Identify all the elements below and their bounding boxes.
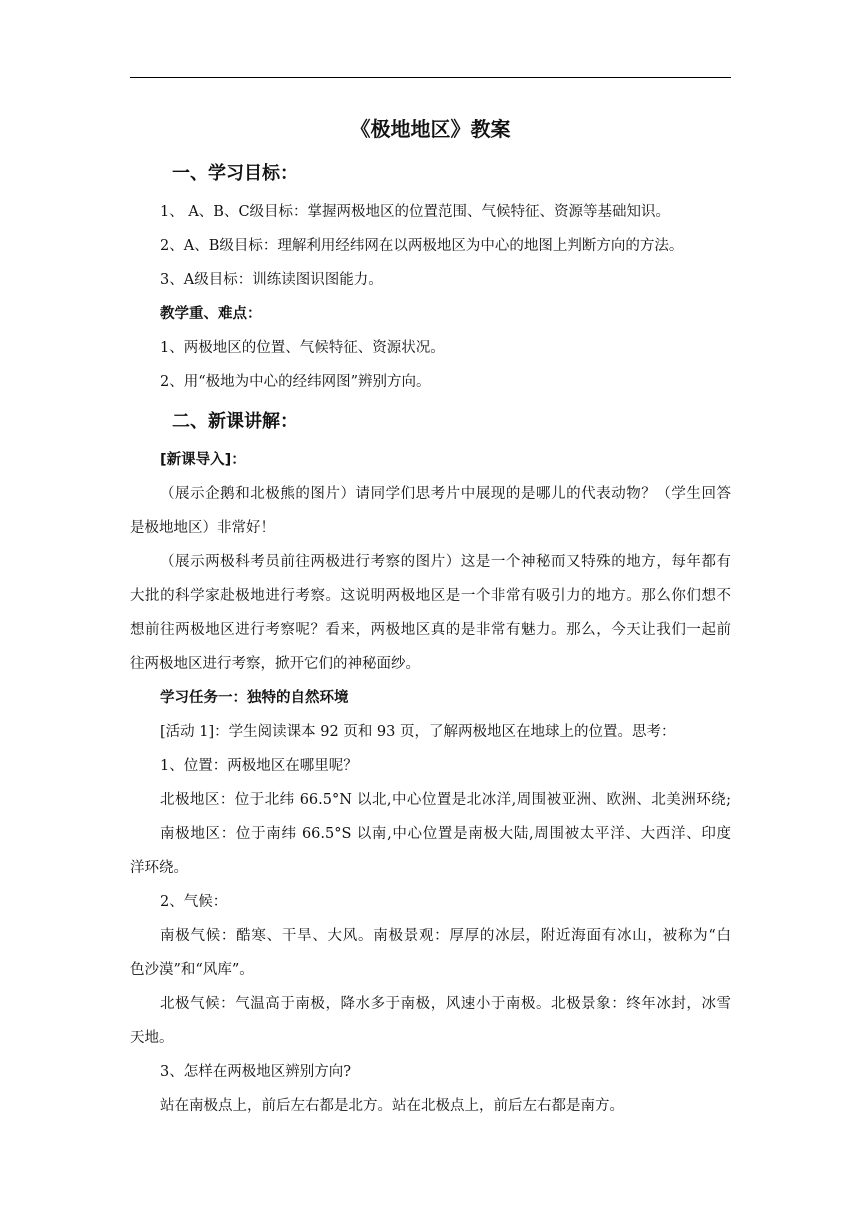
key-points-heading: 教学重、难点： [160, 306, 262, 322]
section2-heading: 二、新课讲解： [172, 411, 298, 432]
goal-3: 3、A级目标：训练读图识图能力。 [160, 272, 383, 288]
key-point-2: 2、用“极地为中心的经纬网图”辨别方向。 [160, 374, 431, 390]
goal-2: 2、A、B级目标：理解利用经纬网在以两极地区为中心的地图上判断方向的方法。 [160, 238, 684, 254]
para2-line1: （展示两极科考员前往两极进行考察的图片）这是一个神秘而又特殊的地方，每年都有 [160, 554, 731, 570]
north-climate-line2: 天地。 [130, 1030, 174, 1046]
goal-1: 1、 A、B、C级目标：掌握两极地区的位置范围、气候特征、资源等基础知识。 [160, 204, 671, 220]
section1-heading: 一、学习目标： [172, 163, 298, 184]
header-rule [130, 77, 731, 78]
para1-line1: （展示企鹅和北极熊的图片）请同学们思考片中展现的是哪儿的代表动物？（学生回答 [160, 486, 731, 502]
key-point-1: 1、两极地区的位置、气候特征、资源状况。 [160, 340, 445, 356]
south-climate-line1: 南极气候：酷寒、干旱、大风。南极景观：厚厚的冰层，附近海面有冰山，被称为“白 [160, 928, 731, 944]
north-location: 北极地区：位于北纬 66.5°N 以北,中心位置是北冰洋,周围被亚洲、欧洲、北美洲环绕; [160, 792, 731, 808]
south-location-line1: 南极地区：位于南纬 66.5°S 以南,中心位置是南极大陆,周围被太平洋、大西洋、印度 [160, 826, 731, 842]
south-location-line2: 洋环绕。 [130, 860, 188, 876]
para2-line3: 想前往两极地区进行考察呢？看来，两极地区真的是非常有魅力。那么，今天让我们一起前 [130, 622, 731, 638]
task1-heading: 学习任务一：独特的自然环境 [160, 690, 349, 706]
para2-line4: 往两极地区进行考察，掀开它们的神秘面纱。 [130, 656, 420, 672]
intro-label: [新课导入]： [160, 452, 246, 468]
activity1: [活动 1]：学生阅读课本 92 页和 93 页，了解两极地区在地球上的位置。思考： [160, 724, 676, 740]
direction-answer: 站在南极点上，前后左右都是北方。站在北极点上，前后左右都是南方。 [160, 1098, 624, 1114]
para2-line2: 大批的科学家赴极地进行考察。这说明两极地区是一个非常有吸引力的地方。那么你们想不 [130, 588, 731, 604]
south-climate-line2: 色沙漠”和“风库”。 [130, 962, 254, 978]
question-2: 2、气候： [160, 894, 228, 910]
document-title: 《极地地区》教案 [350, 117, 511, 141]
question-3: 3、怎样在两极地区辨别方向? [160, 1064, 351, 1080]
para1-line2: 是极地地区）非常好！ [130, 520, 275, 536]
north-climate-line1: 北极气候：气温高于南极，降水多于南极，风速小于南极。北极景象：终年冰封，冰雪 [160, 996, 731, 1012]
question-1: 1、位置：两极地区在哪里呢？ [160, 758, 358, 774]
